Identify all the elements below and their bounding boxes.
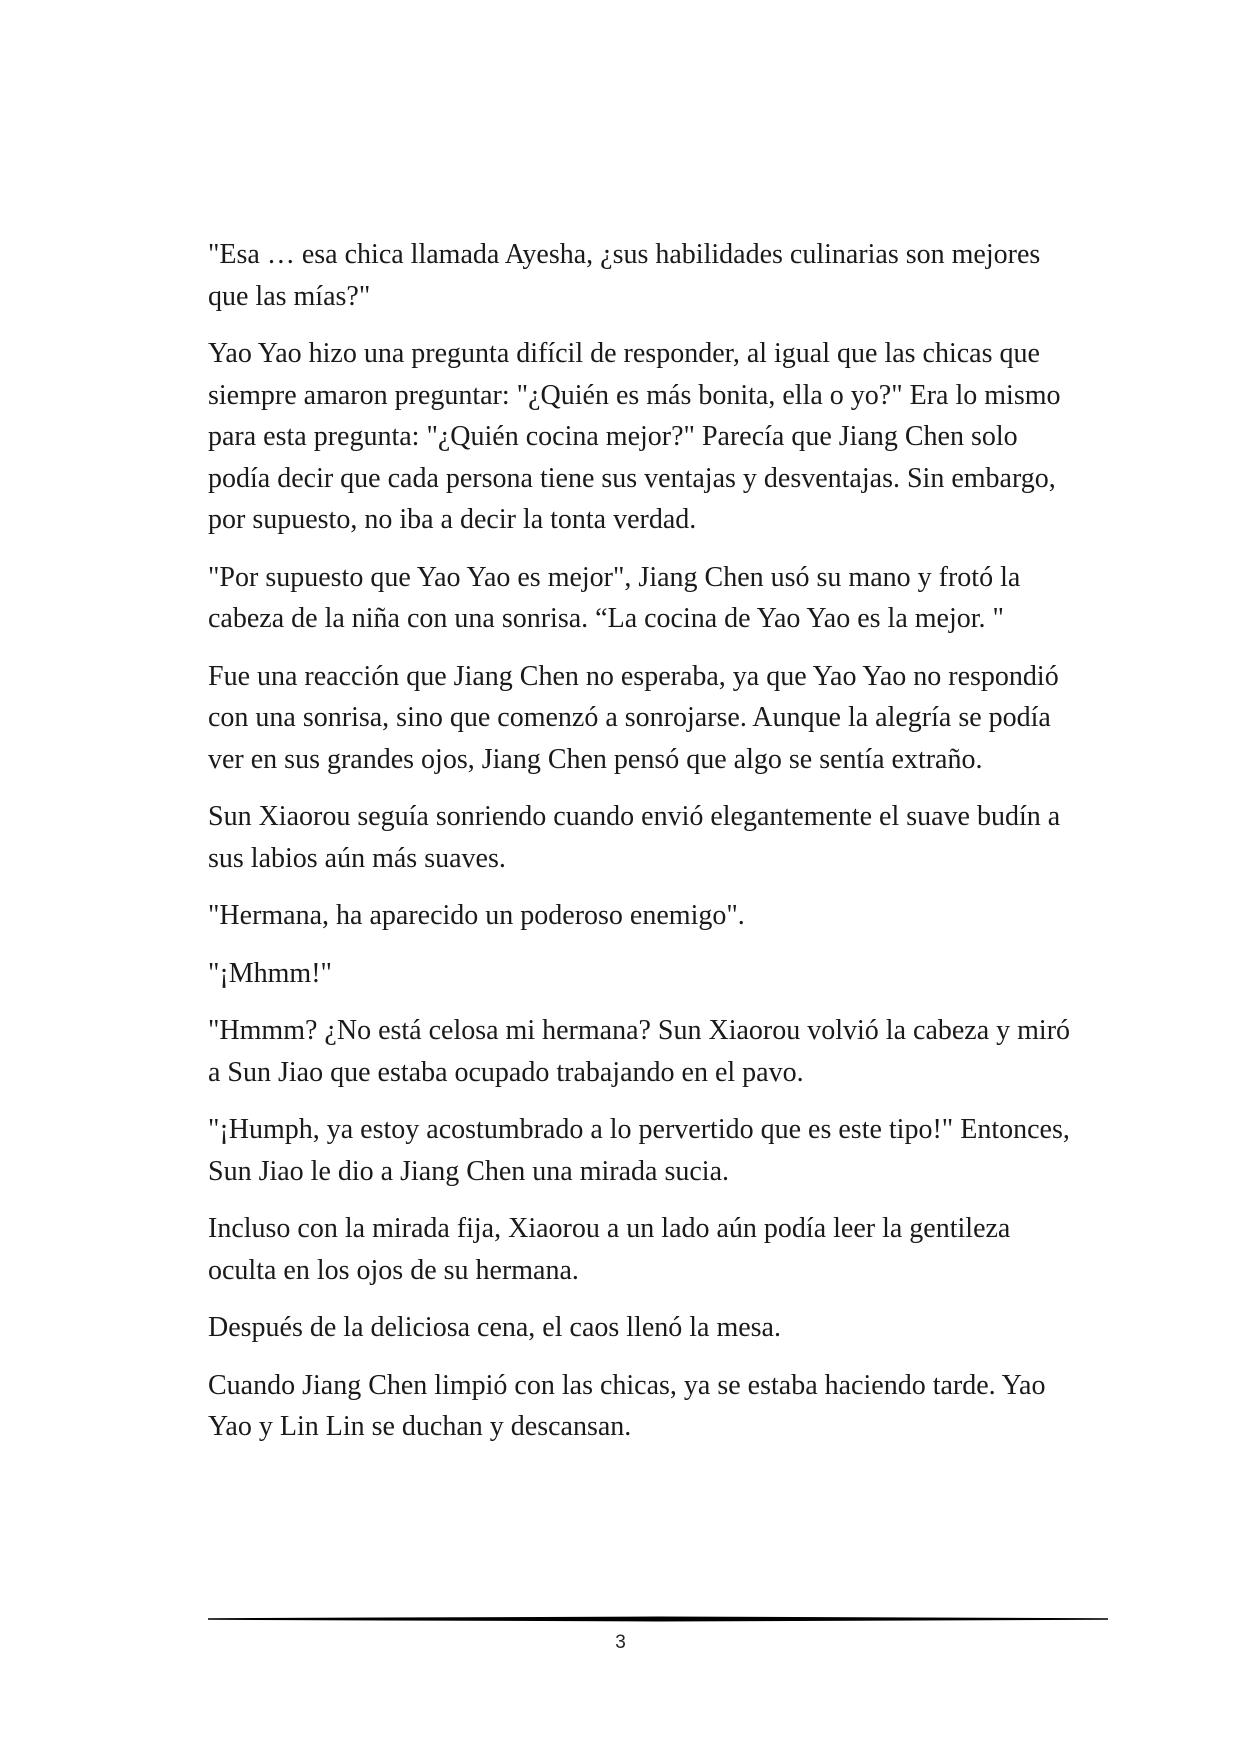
paragraph-12: Cuando Jiang Chen limpió con las chicas, ya se estaba haciendo tarde. Yao Yao y Lin Lin se duchan y descansan. <box>208 1369 1046 1442</box>
paragraph-2: Yao Yao hizo una pregunta difícil de responder, al igual que las chicas que siempre amaron preguntar: "¿Quién es más bonita, ella o yo?" Era lo mismo para esta pregunta: "¿Quién cocina mejor?" Parecía que Jiang Chen solo podía decir que cada persona tiene sus ventajas y desventajas. Sin embargo, por supuesto, no iba a decir la tonta verdad. <box>208 338 1061 535</box>
footer-divider <box>208 1612 1108 1626</box>
paragraph-7: "¡Mhmm!" <box>208 957 332 989</box>
paragraph-4: Fue una reacción que Jiang Chen no esperaba, ya que Yao Yao no respondió con una sonrisa, sino que comenzó a sonrojarse. Aunque la alegría se podía ver en sus grandes ojos, Jiang Chen pensó que algo se sentía extraño. <box>208 660 1059 775</box>
paragraph-1: "Esa … esa chica llamada Ayesha, ¿sus habilidades culinarias son mejores que las mías?" <box>208 239 1041 312</box>
paragraph-3: "Por supuesto que Yao Yao es mejor", Jiang Chen usó su mano y frotó la cabeza de la niña con una sonrisa. “La cocina de Yao Yao es la mejor. " <box>208 561 1021 634</box>
paragraph-6: "Hermana, ha aparecido un poderoso enemigo". <box>208 900 745 931</box>
paragraph-5: Sun Xiaorou seguía sonriendo cuando envió elegantemente el suave budín a sus labios aún más suaves. <box>208 801 1061 874</box>
body-text <box>208 234 1078 1464</box>
paragraph-10: Incluso con la mirada fija, Xiaorou a un lado aún podía leer la gentileza oculta en los ojos de su hermana. <box>208 1213 1011 1286</box>
paragraph-9: "¡Humph, ya estoy acostumbrado a lo pervertido que es este tipo!" Entonces, Sun Jiao le dio a Jiang Chen una mirada sucia. <box>208 1114 1070 1187</box>
paragraph-8: "Hmmm? ¿No está celosa mi hermana? Sun Xiaorou volvió la cabeza y miró a Sun Jiao que estaba ocupado trabajando en el pavo. <box>208 1015 1071 1088</box>
paragraph-11: Después de la deliciosa cena, el caos llenó la mesa. <box>208 1312 781 1343</box>
page-number: 3 <box>615 1632 626 1653</box>
